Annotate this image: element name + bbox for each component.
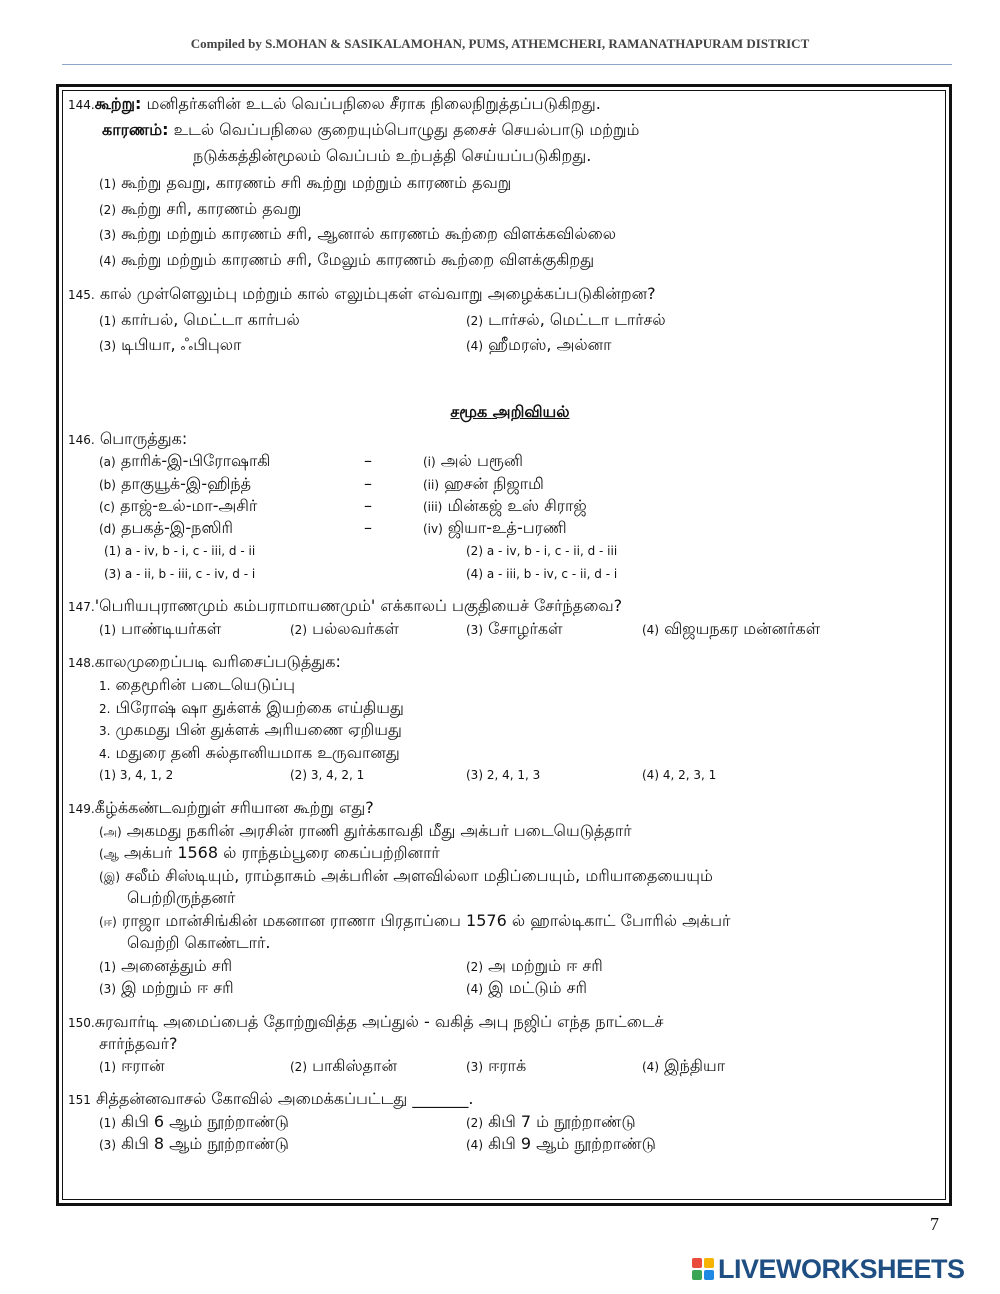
reason-text-cont: நடுக்கத்தின்மூலம் வெப்பம் உற்பத்தி செய்யப்படுகிறது. bbox=[193, 146, 592, 165]
statement-label: கூற்று: bbox=[94, 94, 142, 113]
question-text: கீழ்க்கண்டவற்றுள் சரியான கூற்று எது? bbox=[94, 798, 374, 817]
option[interactable]: (2) பாகிஸ்தான் bbox=[290, 1056, 397, 1075]
liveworksheets-logo bbox=[692, 1254, 992, 1284]
statement-item-cont: பெற்றிருந்தனர் bbox=[127, 888, 236, 907]
option[interactable]: (1) ஈரான் bbox=[99, 1056, 165, 1075]
reason-text: உடல் வெப்பநிலை குறையும்பொழுது தசைச் செயல்பாடு மற்றும் bbox=[173, 120, 640, 139]
statement-item: (அ) அகமது நகரின் அரசின் ராணி துர்க்காவதி மீது அக்பர் படையெடுத்தார் bbox=[99, 821, 632, 840]
match-dash: – bbox=[364, 496, 372, 515]
option[interactable]: (3) சோழர்கள் bbox=[466, 619, 563, 638]
question-number: 146. bbox=[68, 433, 95, 447]
option[interactable]: (2) கிபி 7 ம் நூற்றாண்டு bbox=[466, 1112, 636, 1131]
match-left-item: (d) தபகத்-இ-நஸிரி bbox=[99, 518, 233, 537]
option[interactable]: (2) அ மற்றும் ஈ சரி bbox=[466, 956, 603, 975]
match-dash: – bbox=[364, 451, 372, 470]
logo-grid-icon bbox=[692, 1258, 714, 1280]
statement-item: (ஈ) ராஜா மான்சிங்கின் மகனான ராணா பிரதாப்பை 1576 ல் ஹால்டிகாட் போரில் அக்பர் bbox=[99, 911, 731, 930]
question-text-cont: சார்ந்தவர்? bbox=[99, 1034, 178, 1053]
option[interactable]: (2) 3, 4, 2, 1 bbox=[290, 768, 365, 782]
option[interactable]: (1) கிபி 6 ஆம் நூற்றாண்டு bbox=[99, 1112, 289, 1131]
statement-item: (ஆ அக்பர் 1568 ல் ராந்தம்பூரை கைப்பற்றினார் bbox=[99, 843, 440, 862]
logo-square bbox=[704, 1258, 714, 1268]
logo-square bbox=[692, 1258, 702, 1268]
section-title: சமூக அறிவியல் bbox=[450, 402, 570, 421]
question-text: காலமுறைப்படி வரிசைப்படுத்துக: bbox=[94, 652, 341, 671]
question-number: 147. bbox=[68, 600, 95, 614]
match-right-item: (iii) மின்கஜ் உஸ் சிராஜ் bbox=[423, 496, 587, 515]
sequence-item: 2. பிரோஷ் ஷா துக்ளக் இயற்கை எய்தியது bbox=[99, 698, 404, 717]
question-number: 151 bbox=[68, 1093, 91, 1107]
option[interactable]: (4) கிபி 9 ஆம் நூற்றாண்டு bbox=[466, 1134, 656, 1153]
option[interactable]: (4) a - iii, b - iv, c - ii, d - i bbox=[466, 567, 618, 581]
option[interactable]: (3) ஈராக் bbox=[466, 1056, 527, 1075]
match-left-item: (b) தாகுயூக்-இ-ஹிந்த் bbox=[99, 474, 252, 493]
reason-label: காரணம்: bbox=[102, 120, 169, 139]
question-text: 'பெரியபுராணமும் கம்பராமாயணமும்' எக்காலப் பகுதியைச் சேர்ந்தவை? bbox=[94, 596, 623, 615]
option[interactable]: (1) கார்பல், மெட்டா கார்பல் bbox=[99, 310, 300, 329]
option[interactable]: (3) 2, 4, 1, 3 bbox=[466, 768, 541, 782]
option[interactable]: (1) a - iv, b - i, c - iii, d - ii bbox=[104, 544, 256, 558]
question-number: 145. bbox=[68, 288, 95, 302]
logo-text: LIVEWORKSHEETS bbox=[718, 1254, 965, 1284]
question-text: பொருத்துக: bbox=[99, 429, 188, 448]
match-right-item: (iv) ஜியா-உத்-பரணி bbox=[423, 518, 567, 537]
option[interactable]: (4) 4, 2, 3, 1 bbox=[642, 768, 717, 782]
option[interactable]: (4) கூற்று மற்றும் காரணம் சரி, மேலும் காரணம் கூற்றை விளக்குகிறது bbox=[99, 250, 595, 269]
option[interactable]: (1) 3, 4, 1, 2 bbox=[99, 768, 174, 782]
statement-text: மனிதர்களின் உடல் வெப்பநிலை சீராக நிலைநிறுத்தப்படுகிறது. bbox=[146, 94, 601, 113]
match-dash: – bbox=[364, 474, 372, 493]
option[interactable]: (4) விஜயநகர மன்னர்கள் bbox=[642, 619, 821, 638]
option[interactable]: (2) a - iv, b - i, c - ii, d - iii bbox=[466, 544, 618, 558]
option[interactable]: (3) டிபியா, ஃபிபுலா bbox=[99, 335, 242, 354]
option[interactable]: (3) இ மற்றும் ஈ சரி bbox=[99, 978, 234, 997]
statement-item-cont: வெற்றி கொண்டார். bbox=[127, 933, 271, 952]
page-header: Compiled by S.MOHAN & SASIKALAMOHAN, PUMS, ATHEMCHERI, RAMANATHAPURAM DISTRICT bbox=[190, 36, 810, 51]
match-dash: – bbox=[364, 518, 372, 537]
logo-square bbox=[692, 1270, 702, 1280]
option[interactable]: (3) a - ii, b - iii, c - iv, d - i bbox=[104, 567, 256, 581]
match-right-item: (ii) ஹசன் நிஜாமி bbox=[423, 474, 544, 493]
header-divider bbox=[62, 64, 952, 65]
logo-square bbox=[704, 1270, 714, 1280]
option[interactable]: (4) இந்தியா bbox=[642, 1056, 726, 1075]
question-text: சித்தன்னவாசல் கோவில் அமைக்கப்பட்டது _______. bbox=[96, 1089, 474, 1108]
question-text: கால் முள்ளெலும்பு மற்றும் கால் எலும்புகள் எவ்வாறு அழைக்கப்படுகின்றன? bbox=[99, 284, 656, 303]
option[interactable]: (3) கிபி 8 ஆம் நூற்றாண்டு bbox=[99, 1134, 289, 1153]
question-number: 150. bbox=[68, 1016, 95, 1030]
option[interactable]: (1) அனைத்தும் சரி bbox=[99, 956, 233, 975]
statement-item: (இ) சலீம் சிஸ்டியும், ராம்தாசும் அக்பரின் அளவில்லா மதிப்பையும், மரியாதையையும் bbox=[99, 866, 713, 885]
option[interactable]: (1) பாண்டியர்கள் bbox=[99, 619, 222, 638]
page-number: 7 bbox=[930, 1214, 939, 1234]
match-left-item: (c) தாஜ்-உல்-மா-அசிர் bbox=[99, 496, 258, 515]
match-right-item: (i) அல் பரூனி bbox=[423, 451, 523, 470]
question-number: 148. bbox=[68, 656, 95, 670]
question-number: 144. bbox=[68, 98, 95, 112]
option[interactable]: (2) டார்சல், மெட்டா டார்சல் bbox=[466, 310, 666, 329]
option[interactable]: (2) கூற்று சரி, காரணம் தவறு bbox=[99, 199, 302, 218]
sequence-item: 3. முகமது பின் துக்ளக் அரியணை ஏறியது bbox=[99, 720, 402, 739]
question-number: 149. bbox=[68, 802, 95, 816]
option[interactable]: (3) கூற்று மற்றும் காரணம் சரி, ஆனால் காரணம் கூற்றை விளக்கவில்லை bbox=[99, 224, 617, 243]
option[interactable]: (4) இ மட்டும் சரி bbox=[466, 978, 587, 997]
option[interactable]: (1) கூற்று தவறு, காரணம் சரி கூற்று மற்றும் காரணம் தவறு bbox=[99, 173, 512, 192]
match-left-item: (a) தாரிக்-இ-பிரோஷாகி bbox=[99, 451, 271, 470]
sequence-item: 1. தைமூரின் படையெடுப்பு bbox=[99, 675, 295, 694]
option[interactable]: (4) ஹீமரஸ், அல்னா bbox=[466, 335, 612, 354]
question-text: சுரவார்டி அமைப்பைத் தோற்றுவித்த அப்துல் - வகித் அபு நஜிப் எந்த நாட்டைச் bbox=[94, 1012, 664, 1031]
sequence-item: 4. மதுரை தனி சுல்தானியமாக உருவானது bbox=[99, 743, 400, 762]
option[interactable]: (2) பல்லவர்கள் bbox=[290, 619, 399, 638]
